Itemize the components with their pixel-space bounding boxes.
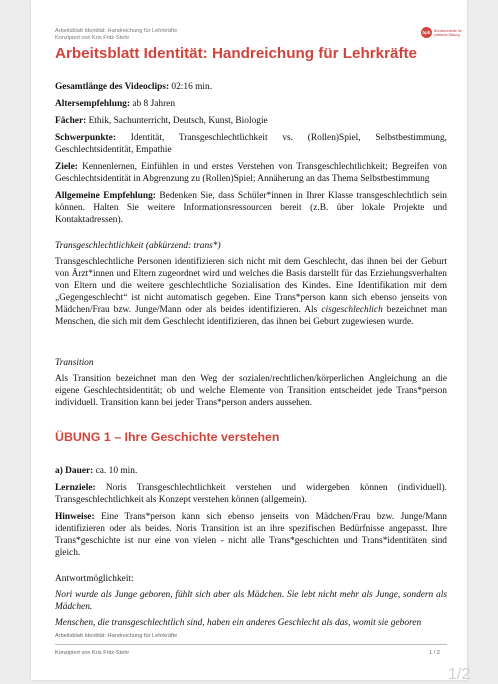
trans-text-b: bezeichnet man Menschen, die sich mit dem Geschlecht identifizieren, das ihnen bei Geburt zugewiesen wurde.: [55, 305, 448, 327]
exercise-hints-label: Hinweise:: [55, 512, 95, 522]
subjects-line: [55, 115, 447, 127]
exercise-hints: [55, 511, 447, 559]
trans-text: [55, 256, 447, 328]
document-page: [31, 0, 467, 680]
transition-text: Als Transition bezeichnet man den Weg der sozialen/rechtlichen/körperlichen Angleichung an die eigene Geschlechtsidentität; ob und welche Elemente von Transition entscheidet jede Trans*person individuell. Transition kann bei jeder Trans*person anders aussehen.: [55, 374, 447, 408]
page-number: 1 / 2: [429, 650, 440, 656]
exercise-hints-value: Eine Trans*person kann sich ebenso jenseits von Mädchen/Frau bzw. Junge/Mann identifizieren oder als beides. Noris Transition ist an ihre spezifischen Bedürfnisse angepasst. Ihre Trans*geschichte ist nur eine von vielen - nicht alle Trans*geschichten und Trans*identitäten sind gleich.: [55, 512, 447, 558]
focus-value: Identität, Transgeschlechtlichkeit vs. (Rollen)Spiel, Selbstbestimmung, Geschlechtsidentität, Empathie: [55, 133, 447, 155]
goals-label: Ziele:: [55, 162, 78, 172]
exercise-duration-label: a) Dauer:: [55, 466, 94, 476]
bpb-logo: [421, 27, 470, 38]
header-title: Arbeitsblatt Identität: Handreichung für Lehrkräfte: [55, 28, 178, 34]
trans-section: [55, 240, 447, 328]
trans-text-cis: cisgeschlechlich: [321, 305, 383, 315]
focus-label: Schwerpunkte:: [55, 133, 116, 143]
trans-text-a: Transgeschlechtliche Personen identifizieren sich nicht mit dem Geschlecht, das ihnen bei der Geburt von Ärzt*innen und Eltern zugeordnet wird und welches die Basis darstellt für das Erziehungsverhalten von Eltern und die weitere geschlechtliche Sozialisation des Kindes. Eine Identifikation mit dem „Gegengeschlecht“ ist nicht automatisch gegeben. Eine Trans*person kann sich ebenso jenseits von Mädchen/Frau bzw. Junge/Mann oder als beides identifizieren. Als: [55, 257, 447, 315]
duration-line: [55, 81, 447, 93]
answer-2: Menschen, die transgeschlechtlich sind, haben ein anderes Geschlecht als das, womit sie geboren: [55, 618, 422, 628]
page-indicator: 1/2: [448, 666, 471, 683]
trans-heading: Transgeschlechtlichkeit (abkürzend: trans*): [55, 241, 221, 251]
recommendation-label: Allgemeine Empfehlung:: [55, 191, 156, 201]
answer-label: Antwortmöglichkeit:: [55, 574, 134, 584]
exercise-goals-label: Lernziele:: [55, 483, 96, 493]
page-title: Arbeitsblatt Identität: Handreichung für Lehrkräfte: [55, 45, 418, 62]
subjects-label: Fächer:: [55, 116, 87, 126]
exercise-heading: ÜBUNG 1 – Ihre Geschichte verstehen: [55, 430, 280, 444]
header-author: Konzipiert von Kris Fritz-Stehr: [55, 35, 130, 41]
exercise-goals-value: Noris Transgeschlechtlichkeit verstehen und widergeben können (individuell). Transgeschlechtlichkeit als Konzept verstehen können (allgemein).: [55, 483, 447, 505]
footer-title: Arbeitsblatt Identität: Handreichung für Lehrkräfte: [55, 633, 178, 639]
exercise-goals: [55, 482, 447, 506]
footer-author: Konzipiert von Kris Fritz-Stehr: [55, 650, 130, 656]
answer-1: Nori wurde als Junge geboren, fühlt sich aber als Mädchen. Sie lebt nicht mehr als Junge, sondern als Mädchen.: [55, 590, 447, 612]
info-block: [55, 81, 447, 226]
duration-label: Gesamtlänge des Videoclips:: [55, 82, 170, 92]
exercise-duration-value: ca. 10 min.: [93, 466, 138, 476]
exercise-block: [55, 465, 447, 629]
recommendation-value: Bedenken Sie, dass Schüler*innen in Ihrer Klasse transgeschlechtlich sein können. Halten Sie weitere Informationsressourcen bereit (z.B. über lokale Projekte und Kontaktadressen).: [55, 191, 447, 225]
goals-line: [55, 161, 447, 185]
goals-value: Kennenlernen, Einfühlen in und erstes Verstehen von Transgeschlechtlichkeit; Begreifen von Geschlechtsidentität in Abgrenzung zu (Rollen)Spiel; Annäherung an das Thema Selbstbestimmung: [55, 162, 447, 184]
age-line: [55, 98, 447, 110]
exercise-duration: [55, 465, 447, 477]
duration-value: 02:16 min.: [169, 82, 213, 92]
focus-line: [55, 132, 447, 156]
transition-heading: Transition: [55, 358, 94, 368]
logo-text: Bundeszentrale für politische Bildung: [434, 28, 462, 37]
age-label: Altersempfehlung:: [55, 99, 130, 109]
recommendation-line: [55, 190, 447, 226]
transition-section: [55, 357, 447, 409]
footer-divider: [55, 644, 447, 645]
subjects-value: Ethik, Sachunterricht, Deutsch, Kunst, Biologie: [86, 116, 268, 126]
logo-mark: bpb: [421, 27, 432, 38]
age-value: ab 8 Jahren: [130, 99, 176, 109]
